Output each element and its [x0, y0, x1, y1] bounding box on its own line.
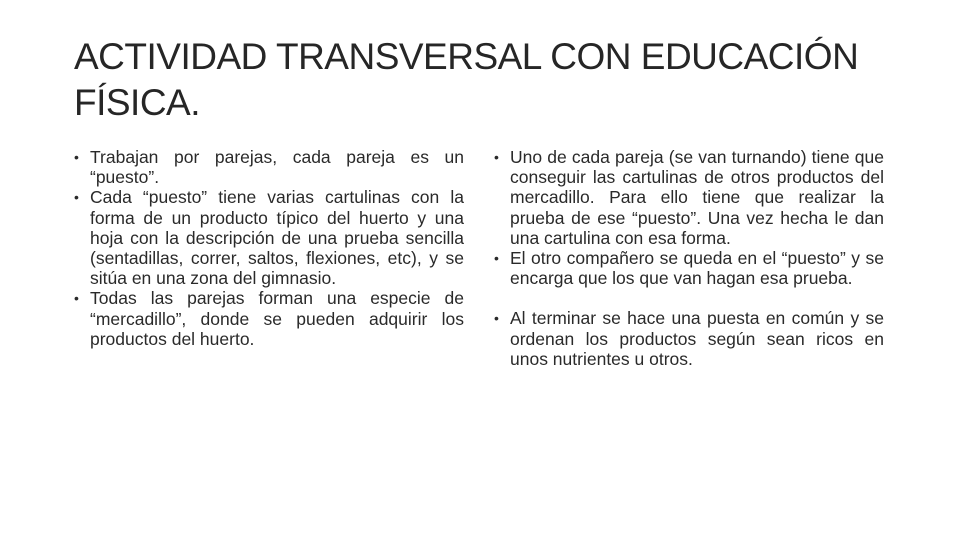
left-bullet-item — [72, 288, 464, 349]
left-bullet-item — [72, 147, 464, 187]
bullet-text: Todas las parejas forman una especie de “mercadillo”, donde se pueden adquirir los productos del huerto. — [90, 288, 464, 349]
bullet-dot-icon: • — [494, 310, 499, 327]
left-bullet-item — [72, 187, 464, 288]
bullet-text: Cada “puesto” tiene varias cartulinas con la forma de un producto típico del huerto y una hoja con la descripción de una prueba sencilla (sentadillas, correr, saltos, flexiones, etc), y se sitúa en una zona del gimnasio. — [90, 187, 464, 289]
bullet-dot-icon: • — [494, 149, 499, 165]
bullet-text: Al terminar se hace una puesta en común y se ordenan los productos según sean ricos en unos nutrientes u otros. — [510, 308, 884, 369]
bullet-dot-icon: • — [74, 149, 79, 165]
bullet-dot-icon: • — [494, 250, 499, 267]
right-bullet-item — [492, 248, 884, 288]
bullet-text: Trabajan por parejas, cada pareja es un “puesto”. — [90, 147, 464, 188]
slide-title: ACTIVIDAD TRANSVERSAL CON EDUCACIÓN FÍSICA. — [74, 36, 859, 123]
right-bullet-item — [492, 308, 884, 369]
left-bullet-list — [72, 147, 464, 349]
bullet-dot-icon: • — [74, 290, 79, 307]
bullet-dot-icon: • — [74, 189, 79, 206]
right-bullet-item — [492, 147, 884, 248]
right-bullet-list — [492, 147, 884, 369]
bullet-text: El otro compañero se queda en el “puesto” y se encarga que los que van hagan esa prueba. — [510, 248, 884, 289]
bullet-text: Uno de cada pareja (se van turnando) tiene que conseguir las cartulinas de otros productos del mercadillo. Para ello tiene que realizar la prueba de ese “puesto”. Una vez hecha le dan una cartulina con esa forma. — [510, 147, 884, 248]
